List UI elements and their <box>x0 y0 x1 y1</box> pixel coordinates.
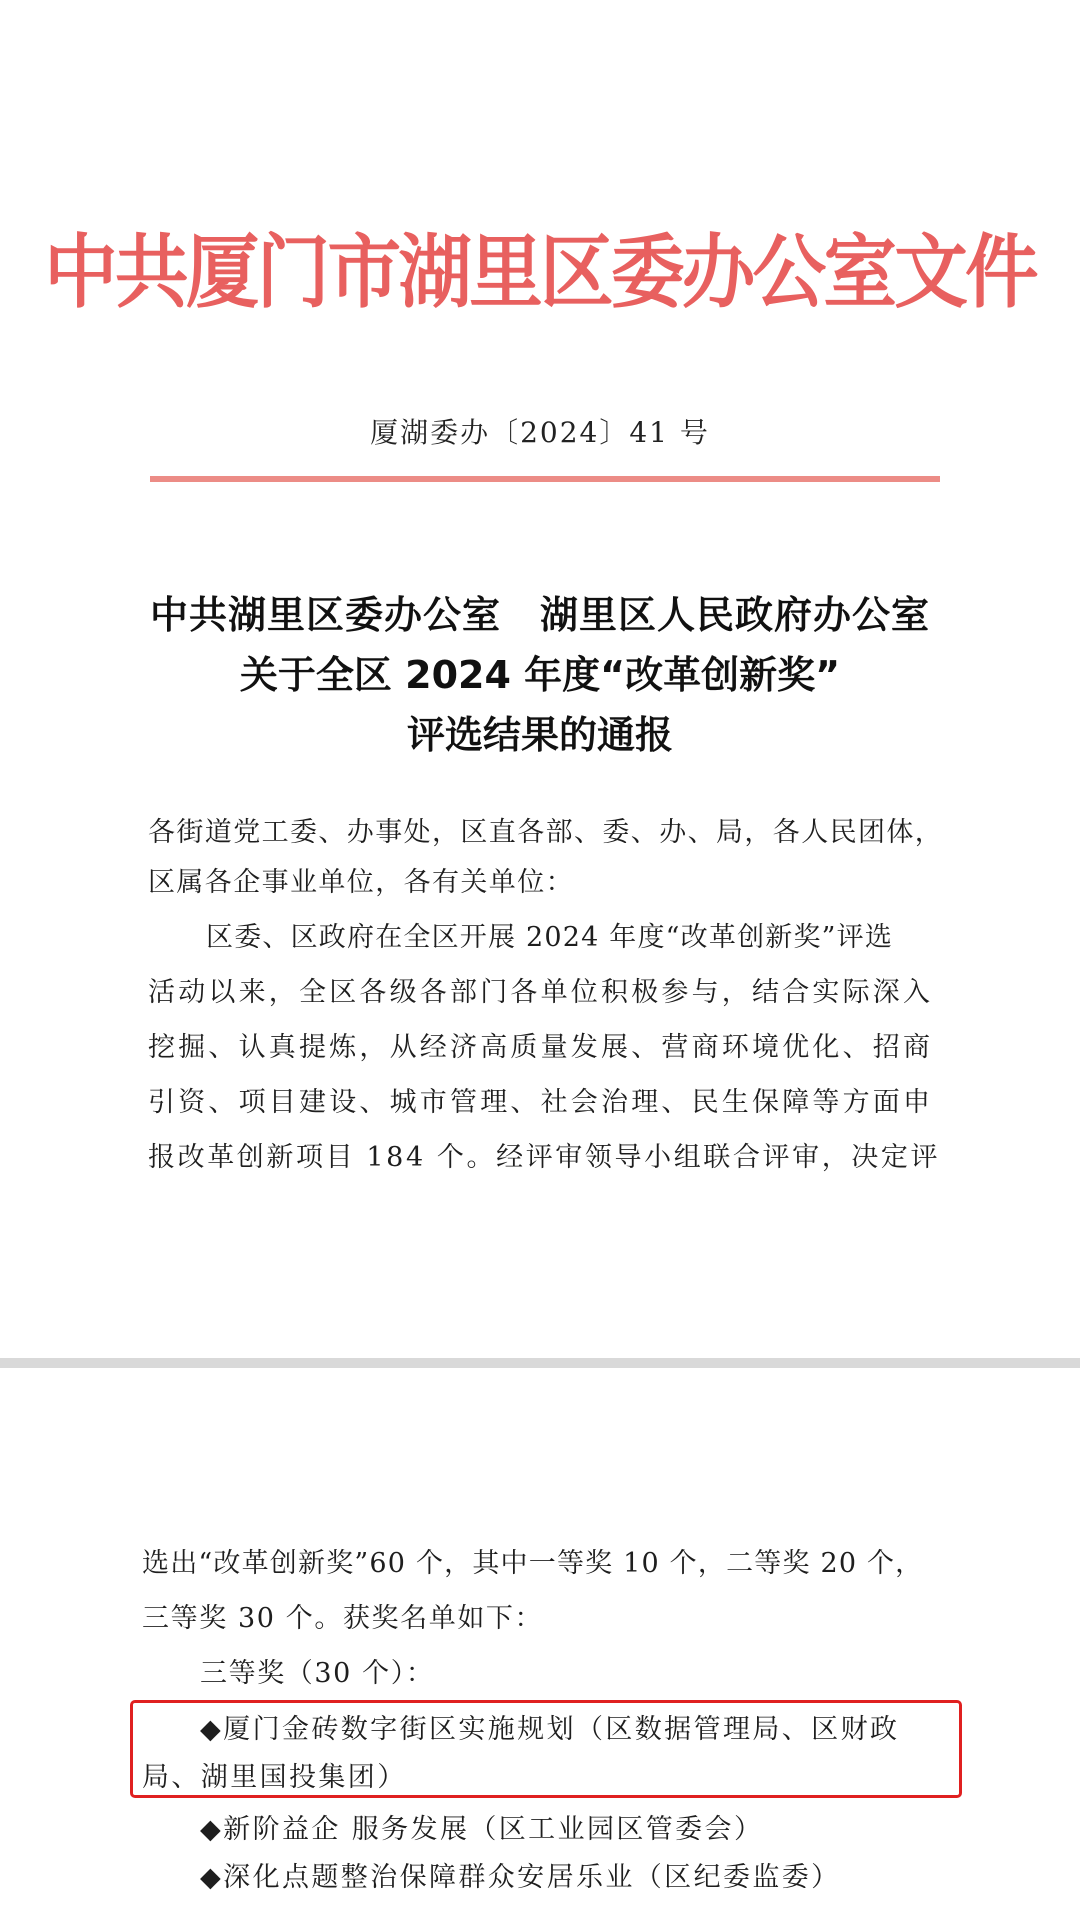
notice-title-line-3: 评选结果的通报 <box>406 713 673 757</box>
body-paragraph-line: 挖掘、认真提炼，从经济高质量发展、营商环境优化、招商 <box>148 1032 934 1063</box>
body-paragraph-line: 选出“改革创新奖”60 个，其中一等奖 10 个，二等奖 20 个， <box>142 1548 924 1579</box>
salutation-line-1: 各街道党工委、办事处，区直各部、委、办、局，各人民团体， <box>148 817 944 848</box>
body-paragraph-line: 活动以来，全区各级各部门各单位积极参与，结合实际深入 <box>148 977 934 1008</box>
award-item-line: 局、湖里国投集团） <box>142 1762 407 1793</box>
document-number: 厦湖委办〔2024〕41 号 <box>370 416 710 449</box>
body-paragraph-line: 三等奖 30 个。获奖名单如下： <box>142 1603 544 1634</box>
highlight-box <box>130 1700 962 1798</box>
salutation-line-2: 区属各企事业单位，各有关单位： <box>148 867 574 898</box>
body-paragraph-line: 引资、项目建设、城市管理、社会治理、民生保障等方面申 <box>148 1087 934 1118</box>
page-separator <box>0 1358 1080 1368</box>
notice-title-line-2: 关于全区 2024 年度“改革创新奖” <box>239 653 841 697</box>
issuer-title: 中共厦门市湖里区委办公室文件 <box>44 226 1036 319</box>
body-paragraph-line: 区委、区政府在全区开展 2024 年度“改革创新奖”评选 <box>206 922 894 953</box>
red-divider-rule <box>150 476 940 482</box>
notice-title-line-1: 中共湖里区委办公室 湖里区人民政府办公室 <box>149 593 930 637</box>
award-level-heading: 三等奖（30 个）： <box>200 1658 435 1689</box>
award-item-line: ◆厦门金砖数字街区实施规划（区数据管理局、区财政 <box>200 1714 900 1745</box>
body-paragraph-line: 报改革创新项目 184 个。经评审领导小组联合评审，决定评 <box>148 1142 941 1173</box>
award-item-line: ◆新阶益企 服务发展（区工业园区管委会） <box>200 1814 764 1845</box>
award-item-line: ◆深化点题整治保障群众安居乐业（区纪委监委） <box>200 1862 841 1893</box>
